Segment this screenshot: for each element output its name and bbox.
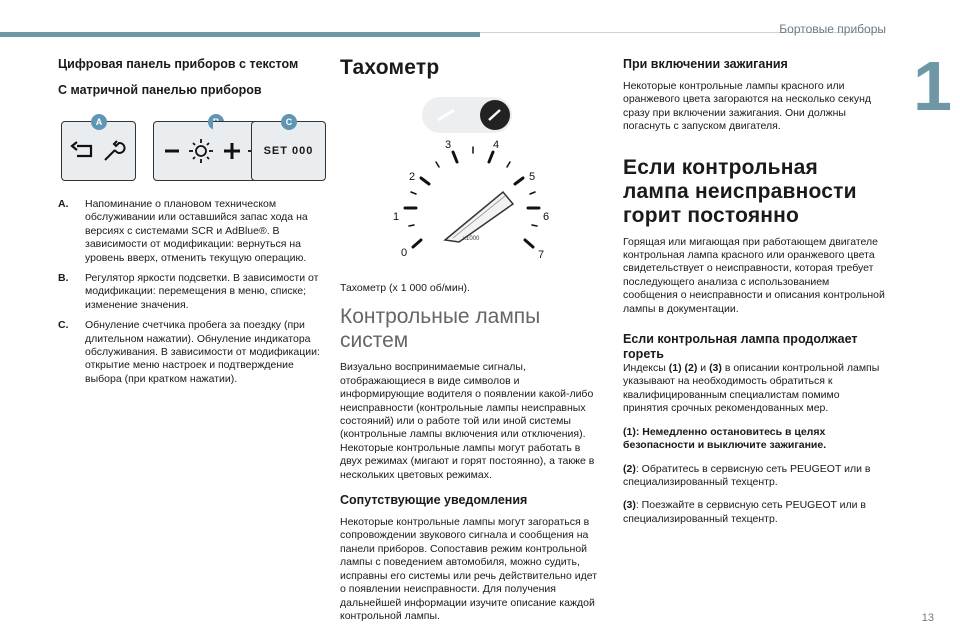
section-title-matrix-panel: С матричной панелью приборов bbox=[58, 83, 262, 97]
lamp-steady-title: Если контрольная лампа неисправности горит постоянно bbox=[623, 155, 857, 227]
note-text: : Немедленно остановитесь в целях безопасности и выключите зажигание. bbox=[623, 425, 827, 452]
badge-c: C bbox=[281, 114, 297, 130]
definition-key: B. bbox=[58, 272, 69, 285]
tachometer-title: Тахометр bbox=[340, 56, 440, 79]
section-title-digital-panel: Цифровая панель приборов с текстом bbox=[58, 57, 299, 71]
chapter-number: 1 bbox=[913, 47, 952, 125]
ignition-text: Некоторые контрольные лампы красного или оранжевого цвета загораются на несколько секунд сразу при включении зажигания. Они должны погаснуть с запуском двигателя. bbox=[623, 80, 872, 133]
warning-lamps-title: Контрольные лампы систем bbox=[340, 305, 541, 353]
index-2: (2) bbox=[684, 362, 698, 375]
warning-lamps-text: Визуально воспринимаемые сигналы, отображающиеся в виде символов и информирующие водителя о появлении какой-либо неисправности (контрольные лампы неисправных состояний) или о работе той или иной системы (контрольные лампы включения или отключения). Некоторые контрольные лампы могут работать в двух режимах (мигают и горят постоянно), а также в нескольких цветовых режимах. bbox=[340, 361, 595, 481]
lamp-stays-on-title: Если контрольная лампа продолжает гореть bbox=[623, 332, 858, 362]
definition-c bbox=[58, 319, 320, 386]
note-2 bbox=[623, 463, 885, 490]
page-number: 13 bbox=[921, 612, 934, 624]
minus-sun-icon bbox=[161, 136, 221, 166]
column-right bbox=[623, 56, 885, 526]
note-key: (1) bbox=[623, 425, 636, 438]
definition-b bbox=[58, 272, 320, 312]
tachometer-illustration bbox=[383, 92, 563, 272]
lamp-stays-on-text bbox=[623, 362, 885, 416]
definition-text: Обнуление счетчика пробега за поездку (при длительном нажатии). Обнуление индикатора обслуживания. В зависимости от модификации: открытие меню настроек и подтверждение выбора (при кратком нажатии). bbox=[85, 319, 320, 385]
text-fragment: и bbox=[697, 362, 710, 375]
column-left bbox=[58, 56, 320, 106]
gauge-label-2: 2 bbox=[409, 171, 416, 183]
gauge-label-0: 0 bbox=[401, 247, 408, 259]
badge-a: A bbox=[91, 114, 107, 130]
notifications-title: Сопутствующие уведомления bbox=[340, 493, 528, 508]
button-c-illustration bbox=[251, 117, 326, 181]
definition-key: C. bbox=[58, 319, 69, 332]
index-1: (1) bbox=[668, 362, 682, 375]
text-fragment: Индексы bbox=[623, 362, 669, 375]
tachometer-caption: Тахометр (x 1 000 об/мин). bbox=[340, 282, 470, 294]
definition-text: Напоминание о плановом техническом обслуживании или оставшийся запас хода на версиях с системами SCR и AdBlue®. В зависимости от модификации: вернуться на уровень вверх, отменить текущую операцию. bbox=[85, 198, 308, 264]
button-a-illustration bbox=[61, 117, 136, 181]
set-button-label: SET 000 bbox=[263, 145, 314, 157]
definition-key: A. bbox=[58, 198, 69, 210]
gauge-label-3: 3 bbox=[445, 139, 452, 151]
gauge-label-6: 6 bbox=[543, 211, 550, 223]
note-key: (3) bbox=[623, 499, 636, 512]
note-3 bbox=[623, 499, 885, 526]
lamp-steady-text: Горящая или мигающая при работающем двигателе контрольная лампа красного или оранжевого цвета свидетельствует о неисправности, которая требует последующего анализа с использованием сообщения о неисправности и описания контрольной лампы в документации. bbox=[623, 235, 885, 315]
gauge-label-7: 7 bbox=[538, 249, 545, 261]
header-accent-bar bbox=[0, 32, 480, 37]
note-1 bbox=[623, 426, 885, 453]
definition-list bbox=[58, 198, 320, 393]
note-key: (2) bbox=[623, 462, 636, 475]
text-fragment: в описании контрольной лампы указывают на необходимость обратиться к квалифицированным специалистам помимо принятия срочных рекомендованных мер. bbox=[623, 362, 880, 415]
index-3: (3) bbox=[709, 362, 722, 375]
page-header-title: Бортовые приборы bbox=[779, 22, 886, 36]
column-middle bbox=[340, 56, 602, 80]
notifications-text: Некоторые контрольные лампы могут загораться в сопровождении звукового сигнала и сообщения на панели приборов. Сопоставив режим контрольной лампы с поведением автомобиля, можно судить, исправны его системы или речь действительно идет о появлении неисправности. Для получения дальнейшей информации изучите описание каждой контрольной лампы. bbox=[340, 516, 598, 622]
gauge-unit-label: x1000 bbox=[463, 236, 480, 242]
note-text: : Поезжайте в сервисную сеть PEUGEOT или в специализированный техцентр. bbox=[623, 499, 866, 525]
gauge-label-4: 4 bbox=[493, 139, 500, 151]
gauge-label-1: 1 bbox=[393, 211, 400, 223]
gauge-label-5: 5 bbox=[529, 171, 536, 183]
back-arrow-wrench-icon bbox=[69, 136, 129, 166]
note-text: : Обратитесь в сервисную сеть PEUGEOT или в специализированный техцентр. bbox=[623, 462, 871, 488]
ignition-title: При включении зажигания bbox=[623, 57, 788, 71]
definition-a bbox=[58, 198, 320, 265]
column-middle-text bbox=[340, 282, 602, 623]
definition-text: Регулятор яркости подсветки. В зависимости от модификации: перемещения в меню, списке; изменение значения. bbox=[85, 272, 319, 311]
